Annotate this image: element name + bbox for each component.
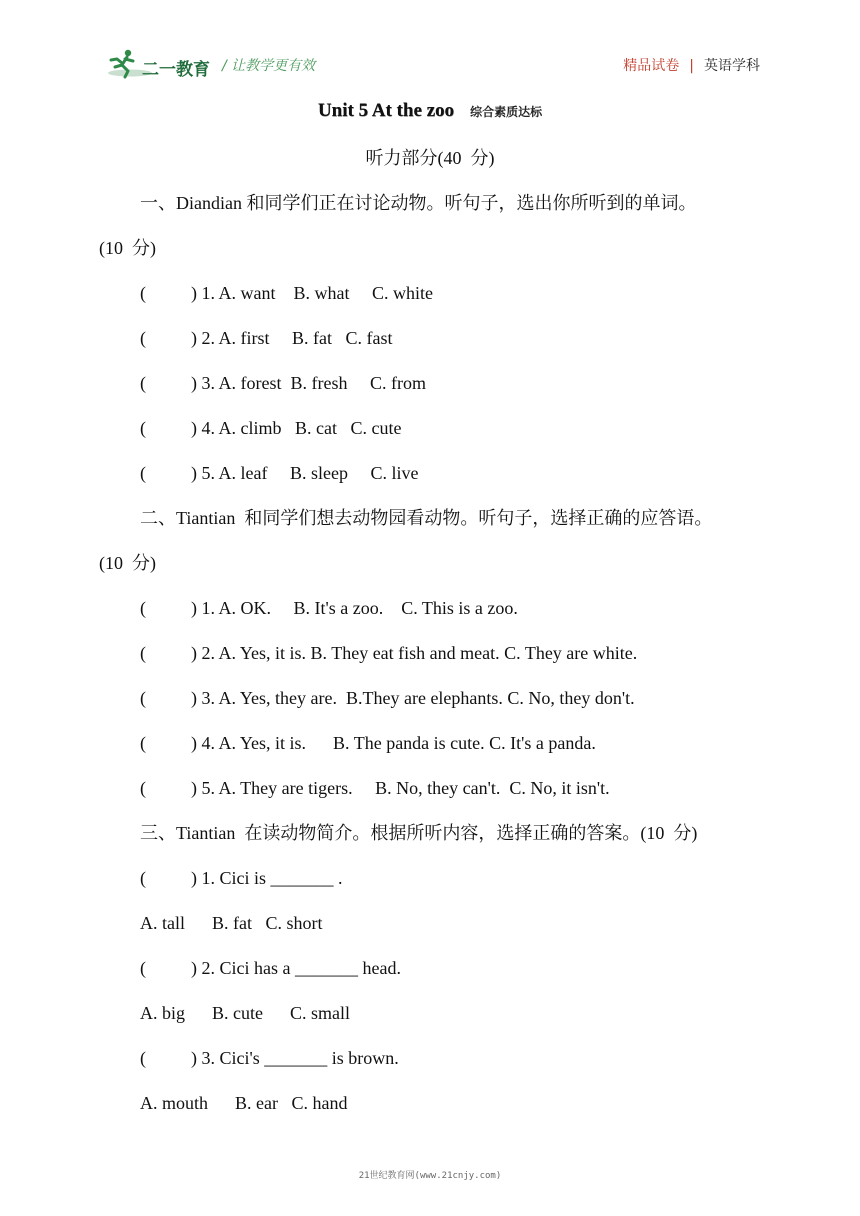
page-footer: 21世纪教育网(www.21cnjy.com) <box>358 1171 502 1181</box>
page-header <box>0 0 860 90</box>
question-item: ( ) 1. A. want B. what C. white <box>140 283 433 303</box>
question-points: (10 分) <box>99 553 156 573</box>
page-title <box>0 100 860 122</box>
question-item: ( ) 2. A. first B. fat C. fast <box>140 328 393 348</box>
question-item: ( ) 4. A. climb B. cat C. cute <box>140 418 402 438</box>
header-right <box>623 55 760 75</box>
question-item: ( ) 5. A. leaf B. sleep C. live <box>140 463 419 483</box>
answer-options: A. mouth B. ear C. hand <box>140 1093 348 1113</box>
question-item: ( ) 3. A. forest B. fresh C. from <box>140 373 426 393</box>
question-item: ( ) 3. A. Yes, they are. B.They are elephants. C. No, they don't. <box>140 688 635 708</box>
slogan: / 让教学更有效 <box>222 58 316 74</box>
header-label: 精品试卷 <box>623 58 680 74</box>
title-sub: 综合素质达标 <box>470 105 543 119</box>
question-item: ( ) 1. Cici is _______ . <box>140 868 343 888</box>
question-item: ( ) 5. A. They are tigers. B. No, they can't. C. No, it isn't. <box>140 778 610 798</box>
question-heading: 二、Tiantian 和同学们想去动物园看动物。听句子，选择正确的应答语。 <box>140 508 713 528</box>
question-item: ( ) 4. A. Yes, it is. B. The panda is cute. C. It's a panda. <box>140 733 596 753</box>
answer-options: A. big B. cute C. small <box>140 1003 350 1023</box>
header-separator: | <box>689 58 694 74</box>
question-item: ( ) 3. Cici's _______ is brown. <box>140 1048 399 1068</box>
question-item: ( ) 2. A. Yes, it is. B. They eat fish and meat. C. They are white. <box>140 643 638 663</box>
question-item: ( ) 2. Cici has a _______ head. <box>140 958 401 978</box>
header-subject: 英语学科 <box>704 58 760 74</box>
section-heading: 听力部分(40 分) <box>365 148 495 168</box>
logo-text: 二一教育 <box>142 60 210 80</box>
question-points: (10 分) <box>99 238 156 258</box>
answer-options: A. tall B. fat C. short <box>140 913 323 933</box>
question-heading: 一、Diandian 和同学们正在讨论动物。听句子，选出你所听到的单词。 <box>140 193 697 213</box>
question-item: ( ) 1. A. OK. B. It's a zoo. C. This is a zoo. <box>140 598 518 618</box>
title-main: Unit 5 At the zoo <box>317 100 455 121</box>
question-heading: 三、Tiantian 在读动物简介。根据所听内容，选择正确的答案。(10 分) <box>140 823 698 843</box>
